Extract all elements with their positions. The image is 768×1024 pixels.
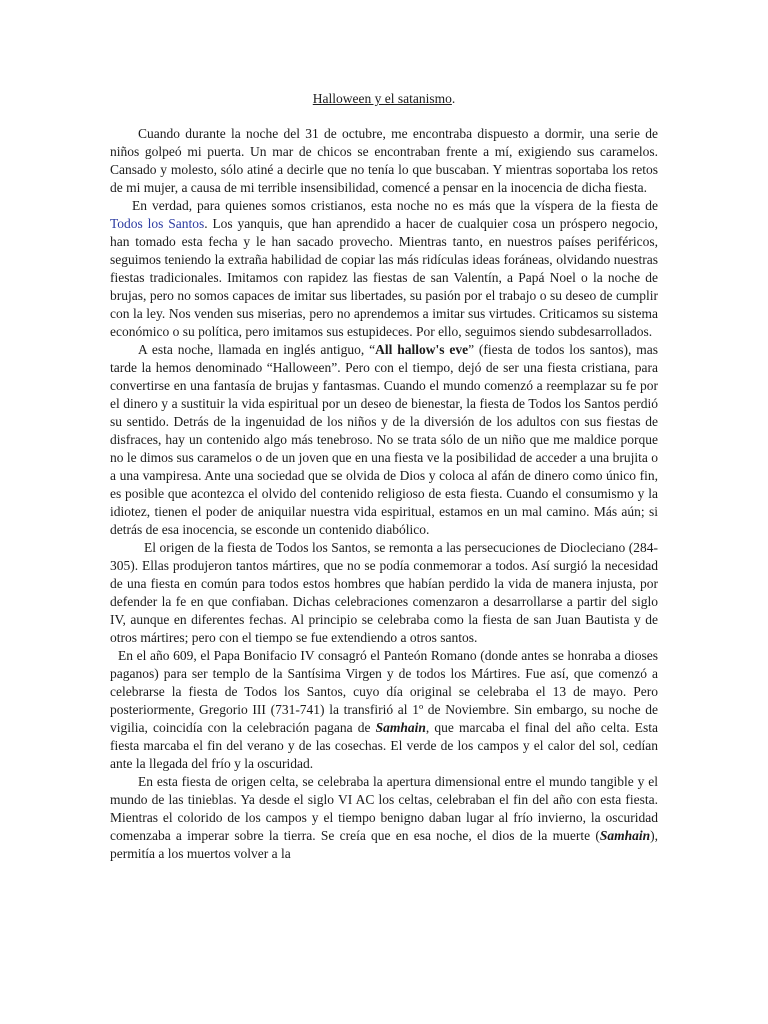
paragraph-text: En verdad, para quienes somos cristianos, esta noche no es más que la víspera de la fiesta de <box>132 198 658 213</box>
paragraph-text: En el año 609, el Papa Bonifacio IV consagró el Panteón Romano (donde antes se honraba a dioses paganos) para ser templo de la Santísima Virgen y de todos los Mártires. Fue así, que comenzó a celebrarse la fiesta de Todos los Santos, cuyo día original se celebraba el 13 de mayo. Pero posteriormente, Gregorio III (731-741) la transfirió al 1º de Noviembre. Sin embargo, su noche de vigilia, coincidía con la celebración pagana de <box>110 648 658 735</box>
paragraph-text: En esta fiesta de origen celta, se celebraba la apertura dimensional entre el mundo tangible y el mundo de las tinieblas. Ya desde el siglo VI AC los celtas, celebraban el fin del año con esta fiesta. Mientras el colorido de los campos y el tiempo benigno daban lugar al frío invierno, la oscuridad comenzaba a imperar sobre la tierra. Se creía que en esa noche, el dios de la muerte ( <box>110 774 658 843</box>
emphasized-term: Samhain <box>375 720 426 735</box>
document-title <box>110 90 658 108</box>
paragraph <box>110 197 658 341</box>
paragraph-text: ), permitía a los muertos volver a la <box>110 828 658 861</box>
paragraph-text: ” (fiesta de todos los santos), mas tarde la hemos denominado “Halloween”. Pero con el tiempo, dejó de ser una fiesta cristiana, para convertirse en una fantasía de brujas y fantasmas. Cuando el mundo comenzó a reemplazar su fe por el dinero y a sustituir la vida espiritual por un deseo de bienestar, la fiesta de Todos los Santos perdió su sentido. Detrás de la ingenuidad de los niños y de la diversión de los adultos con sus fiestas de disfraces, hay un contenido algo más tenebroso. No se trata sólo de un niño que me maldice porque no le dimos sus caramelos o de un joven que en una fiesta ve la posibilidad de acceder a una brujita o a una vampiresa. Ante una sociedad que se olvida de Dios y coloca al afán de dinero como único fin, es posible que acontezca el olvido del contenido religioso de esta fiesta. Cuando el consumismo y la idiotez, tienen el poder de aniquilar nuestra vida espiritual, estamos en un mal camino. Más aún; si detrás de esa inocencia, se esconde un contenido diabólico. <box>110 342 659 537</box>
emphasized-term: Samhain <box>599 828 651 843</box>
paragraph <box>110 539 658 647</box>
bold-term: All hallow's eve <box>375 342 469 357</box>
paragraph-text: A esta noche, llamada en inglés antiguo, “ <box>138 342 376 357</box>
paragraph <box>110 125 658 197</box>
paragraph <box>110 773 658 863</box>
title-period: . <box>451 91 456 106</box>
todos-los-santos-link[interactable]: Todos los Santos <box>110 216 205 231</box>
paragraph-text: Cuando durante la noche del 31 de octubre, me encontraba dispuesto a dormir, una serie de niños golpeó mi puerta. Un mar de chicos se encontraban frente a mí, exigiendo sus caramelos. Cansado y molesto, sólo atiné a decirle que no tenía lo que buscaban. Y mientras soportaba los retos de mi mujer, a causa de mi terrible insensibilidad, comencé a pensar en la inocencia de dicha fiesta. <box>110 126 658 195</box>
paragraph <box>110 647 658 773</box>
title-text: Halloween y el satanismo <box>312 91 452 106</box>
paragraph-text: . Los yanquis, que han aprendido a hacer de cualquier cosa un próspero negocio, han tomado esta fecha y le han sacado provecho. Mientras tanto, en nuestros países periféricos, seguimos teniendo la extraña habilidad de copiar las más ridículas ideas foráneas, olvidando nuestras fiestas tradicionales. Imitamos con rapidez las fiestas de san Valentín, a Papá Noel o la noche de brujas, pero no somos capaces de imitar sus libertades, su pasión por el trabajo o su deseo de cumplir con la ley. Nos venden sus miserias, pero no aprendemos a imitar sus virtudes. Criticamos su sistema económico o su política, pero imitamos sus estupideces. Por ello, seguimos siendo subdesarrollados. <box>110 216 658 339</box>
paragraph <box>110 341 658 539</box>
document-body <box>110 125 658 863</box>
paragraph-text: El origen de la fiesta de Todos los Santos, se remonta a las persecuciones de Diocleciano (284-305). Ellas produjeron tantos mártires, que no se podía conmemorar a todos. Así surgió la necesidad de una fiesta en común para todos estos hombres que habían perdido la vida de manera injusta, por defender la fe en que confiaban. Dichas celebraciones comenzaron a desarrollarse a partir del siglo IV, aunque en diferentes fechas. Al principio se celebraba como la fiesta de san Juan Bautista y de otros mártires; pero con el tiempo se fue extendiendo a otros santos. <box>110 540 658 645</box>
paragraph-text: , que marcaba el final del año celta. Esta fiesta marcaba el fin del verano y de las cosechas. El verde de los campos y el calor del sol, cedían ante la llegada del frío y la oscuridad. <box>110 720 658 771</box>
